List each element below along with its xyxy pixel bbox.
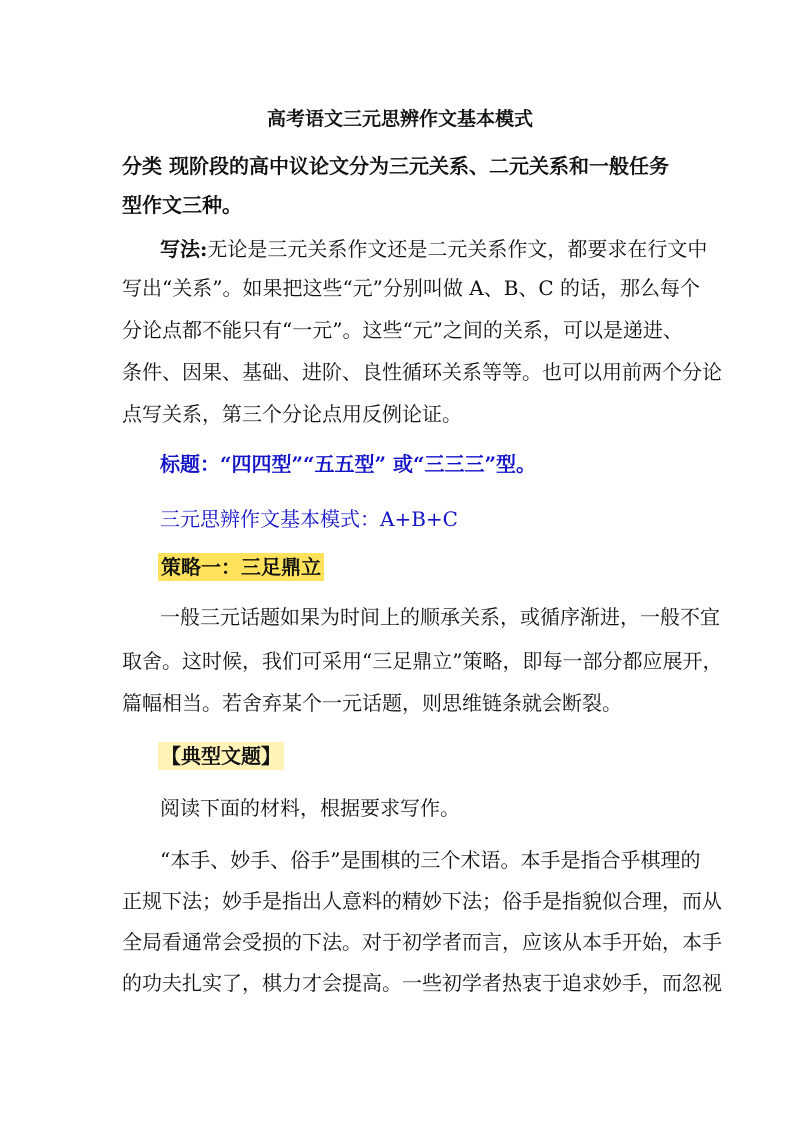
- method-line-1: [160, 236, 708, 262]
- classification-line-2: 型作文三种。: [122, 193, 242, 217]
- classification-label: 分类: [122, 154, 162, 178]
- material-line-3: 全局看通常会受损的下法。对于初学者而言，应该从本手开始，本手: [122, 930, 722, 954]
- method-text-1: 无论是三元关系作文还是二元关系作文，都要求在行文中: [207, 237, 708, 261]
- method-line-4: 条件、因果、基础、进阶、良性循环关系等等。也可以用前两个分论: [122, 360, 722, 384]
- classification-text-1: 现阶段的高中议论文分为三元关系、二元关系和一般任务: [162, 154, 669, 178]
- strategy-paragraph-line-1: 一般三元话题如果为时间上的顺承关系，或循序渐进，一般不宜: [160, 605, 720, 629]
- material-line-4: 的功夫扎实了，棋力才会提高。一些初学者热衷于追求妙手，而忽视: [122, 971, 722, 995]
- material-line-1: “本手、妙手、俗手”是围棋的三个术语。本手是指合乎棋理的: [160, 848, 701, 872]
- method-line-5: 点写关系，第三个分论点用反例论证。: [122, 402, 462, 426]
- material-line-2: 正规下法；妙手是指出人意料的精妙下法；俗手是指貌似合理，而从: [122, 889, 722, 913]
- typical-topic-heading: [158, 743, 718, 769]
- classification-line-1: [122, 153, 682, 179]
- heading-title-line: 标题：“四四型”“五五型” 或“三三三”型。: [160, 452, 536, 476]
- method-line-3: 分论点都不能只有“一元”。这些“元”之间的关系，可以是递进、: [122, 318, 683, 342]
- strategy-one-heading: [158, 554, 718, 580]
- instruction-line: 阅读下面的材料，根据要求写作。: [160, 796, 460, 820]
- mode-line: 三元思辨作文基本模式：A+B+C: [160, 507, 458, 531]
- strategy-paragraph-line-3: 篇幅相当。若舍弃某个一元话题，则思维链条就会断裂。: [122, 691, 622, 715]
- document-title: 高考语文三元思辨作文基本模式: [266, 108, 533, 130]
- strategy-one-label: 策略一：三足鼎立: [158, 553, 324, 581]
- method-label: 写法:: [160, 237, 208, 261]
- strategy-paragraph-line-2: 取舍。这时候，我们可采用“三足鼎立”策略，即每一部分都应展开，: [122, 649, 723, 673]
- typical-topic-label: 【典型文题】: [158, 742, 284, 770]
- method-line-2: 写出“关系”。如果把这些“元”分别叫做 A、B、C 的话，那么每个: [122, 276, 701, 300]
